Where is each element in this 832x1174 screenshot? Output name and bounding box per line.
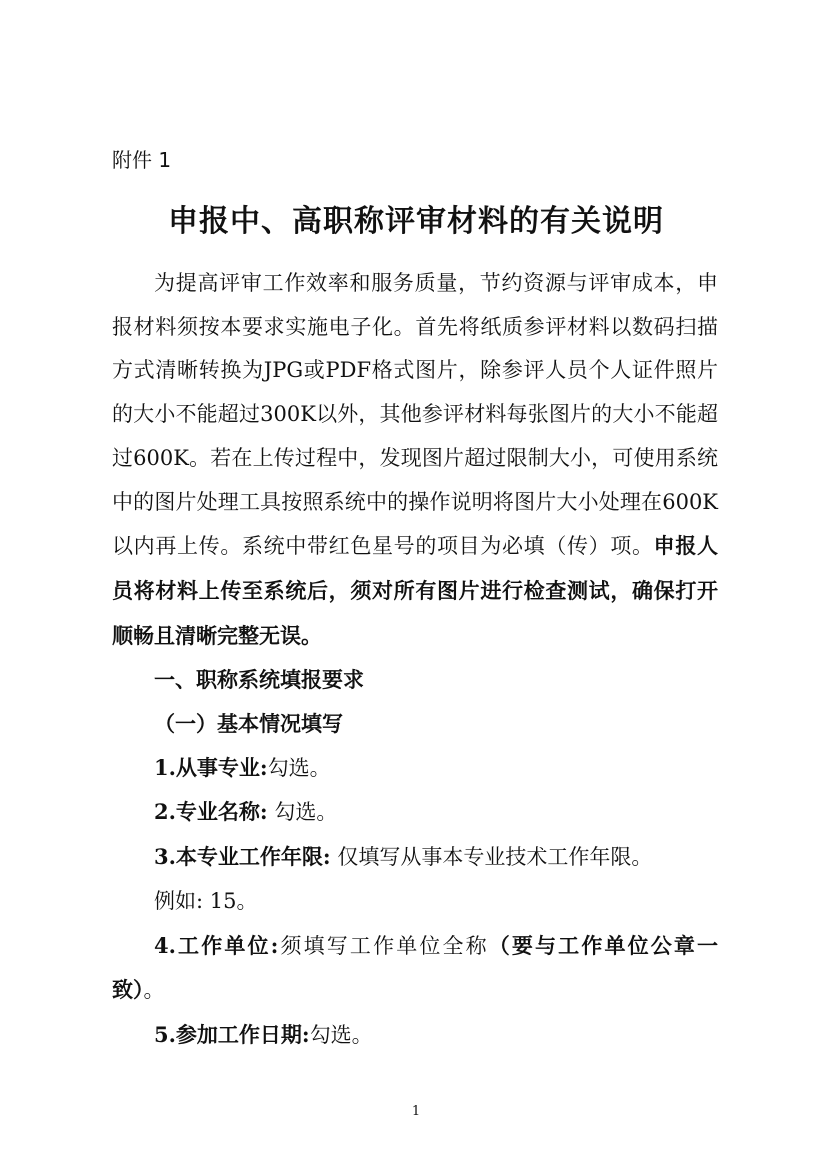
section-heading: 一、职称系统填报要求 [154, 667, 364, 693]
item-1 [112, 746, 718, 791]
document-body [112, 262, 718, 1058]
item-3 [112, 835, 718, 880]
example-text: 例如: 15。 [154, 888, 258, 913]
page-title: 申报中、高职称评审材料的有关说明 [168, 204, 664, 239]
item-tail: 。 [143, 978, 165, 1003]
item-text: 仅填写从事本专业技术工作年限。 [330, 845, 653, 870]
subsection-heading: （一）基本情况填写 [154, 711, 343, 737]
item-label: 5.参加工作日期: [154, 1021, 310, 1047]
item-label: 4.工作单位: [154, 932, 279, 958]
item-text: 须填写工作单位全称 [278, 933, 489, 958]
page-number: 1 [411, 1104, 421, 1119]
intro-bold-text: 申报人员将材料上传至系统后，须对所有图片进行检查测试，确保打开顺畅且清晰完整无误。 [112, 533, 719, 648]
intro-paragraph [112, 262, 718, 658]
item-label: 1.从事专业: [154, 754, 268, 780]
annex-label: 附件 1 [112, 148, 172, 172]
item-2 [112, 790, 718, 835]
intro-text: 为提高评审工作效率和服务质量，节约资源与评审成本，申报材料须按本要求实施电子化。首先将纸质参评材料以数码扫描方式清晰转换为JPG或PDF格式图片，除参评人员个人证件照片的大小不能超过300K以外，其他参评材料每张图片的大小不能超过600K。若在上传过程中，发现图片超过限制大小，可使用系统中的图片处理工具按照系统中的操作说明将图片大小处理在600K以内再上传。系统中带红色星号的项目为必填（传）项。 [112, 271, 718, 559]
item-text: 勾选。 [267, 800, 338, 825]
item-4 [112, 924, 718, 1013]
item-5 [112, 1013, 718, 1058]
item-label: 3.本专业工作年限: [154, 844, 331, 870]
item-label: 2.专业名称: [154, 799, 268, 825]
example-line [112, 880, 718, 924]
item-text: 勾选。 [267, 755, 331, 780]
item-text: 勾选。 [309, 1022, 373, 1047]
item-bold-note: （要与工作单位公章一致） [112, 932, 719, 1003]
